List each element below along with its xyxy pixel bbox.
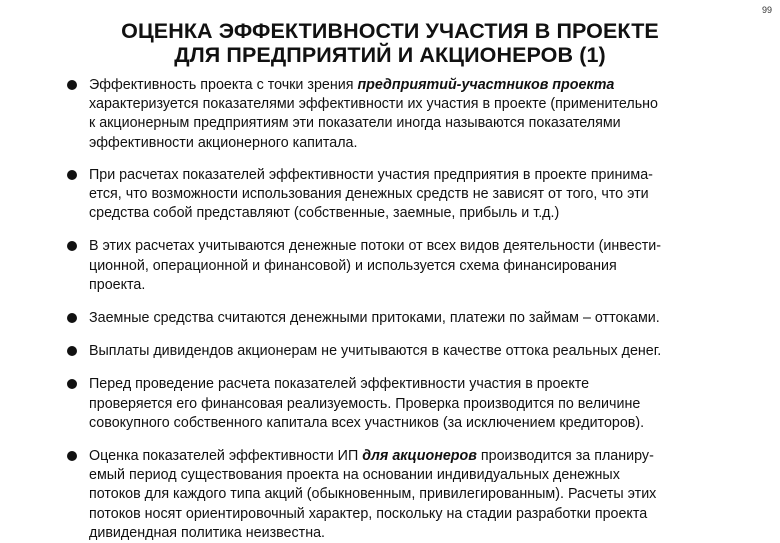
- bullet-line: проекта.: [89, 276, 146, 293]
- bullet-line: характеризуется показателями эффективности их участия в проекте (применительно: [89, 96, 658, 113]
- bullet-dot-icon: [67, 313, 77, 323]
- bullet-line: Заемные средства считаются денежными притоками, платежи по займам – оттоками.: [89, 310, 660, 327]
- bullet-dot-icon: [67, 80, 77, 90]
- bullet-line: эффективности акционерного капитала.: [89, 134, 358, 151]
- bullet-dot-icon: [67, 241, 77, 251]
- bullet-item: [50, 166, 750, 224]
- bullet-line: емый период существования проекта на основании индивидуальных денежных: [89, 467, 620, 484]
- bullet-list: [50, 76, 750, 543]
- bullet-line: потоков носят ориентировочный характер, поскольку на стадии разработки проекта: [89, 505, 648, 522]
- bullet-line: средства собой представляют (собственные, заемные, прибыль и т.д.): [89, 205, 560, 222]
- bullet-line: [89, 447, 750, 466]
- bullet-line: потоков для каждого типа акций (обыкновенным, привилегированным). Расчеты этих: [89, 486, 657, 503]
- bullet-line: к акционерным предприятиям эти показатели иногда называются показателями: [89, 115, 621, 132]
- bullet-line: ется, что возможности использования денежных средств не зависят от того, что эти: [89, 186, 649, 203]
- bullet-dot-icon: [67, 379, 77, 389]
- bullet-item: [50, 237, 750, 295]
- bullet-item: [50, 447, 750, 543]
- bullet-text: Эффективность проекта с точки зрения: [89, 77, 358, 93]
- bullet-line: проверяется его финансовая реализуемость. Проверка производится по величине: [89, 395, 641, 412]
- slide-title: [60, 19, 720, 67]
- bullet-dot-icon: [67, 346, 77, 356]
- bullet-line: ционной, операционной и финансовой) и используется схема финансирования: [89, 257, 617, 274]
- bullet-item: [50, 309, 750, 328]
- bullet-line: Перед проведение расчета показателей эффективности участия в проекте: [89, 376, 590, 393]
- bullet-item: [50, 375, 750, 433]
- bullet-emphasis: для акционеров: [362, 448, 477, 465]
- bullet-line: При расчетах показателей эффективности участия предприятия в проекте принима-: [89, 166, 653, 183]
- bullet-item: [50, 76, 750, 153]
- bullet-text: Оценка показателей эффективности ИП: [89, 448, 363, 465]
- bullet-line: дивидендная политика неизвестна.: [89, 524, 326, 541]
- bullet-dot-icon: [67, 451, 77, 461]
- bullet-line: совокупного собственного капитала всех участников (за исключением кредиторов).: [89, 414, 645, 431]
- page-number: 99: [761, 5, 772, 15]
- title-line-2: ДЛЯ ПРЕДПРИЯТИЙ И АКЦИОНЕРОВ (1): [174, 43, 606, 67]
- bullet-item: [50, 342, 750, 361]
- bullet-dot-icon: [67, 170, 77, 180]
- title-line-1: ОЦЕНКА ЭФФЕКТИВНОСТИ УЧАСТИЯ В ПРОЕКТЕ: [121, 19, 659, 43]
- bullet-line: Выплаты дивидендов акционерам не учитываются в качестве оттока реальных денег.: [89, 343, 662, 360]
- bullet-line: В этих расчетах учитываются денежные потоки от всех видов деятельности (инвести-: [89, 238, 662, 255]
- bullet-text: производится за планиру-: [476, 448, 654, 465]
- bullet-line: [89, 76, 750, 95]
- bullet-emphasis: предприятий-участников проекта: [357, 77, 615, 93]
